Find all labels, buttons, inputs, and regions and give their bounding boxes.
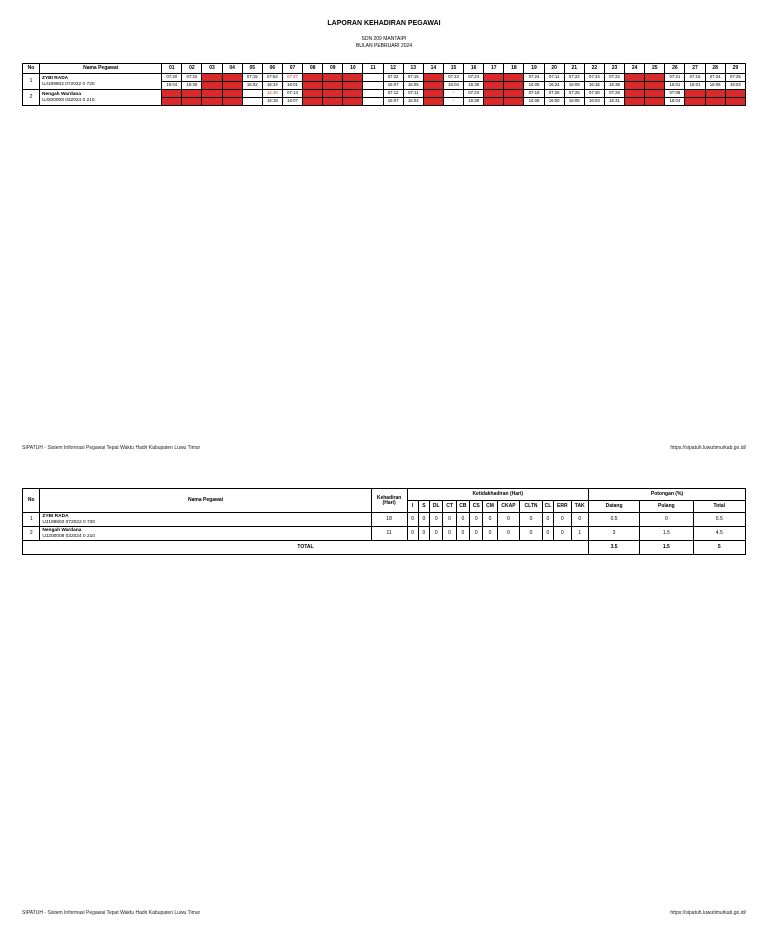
- day-header: 26: [665, 64, 685, 74]
- absence-value: 0: [470, 513, 483, 527]
- time-in-cell: [222, 74, 242, 82]
- col-name: Nama Pegawai: [40, 64, 162, 74]
- absence-value: 0: [520, 527, 543, 541]
- time-in-cell: 07:14: [282, 90, 302, 98]
- time-out-cell: [343, 82, 363, 90]
- row-no: 2: [23, 527, 40, 541]
- time-out-cell: 16:01: [282, 82, 302, 90]
- time-in-cell: [423, 74, 443, 82]
- day-header: 25: [645, 64, 665, 74]
- day-header: 18: [504, 64, 524, 74]
- time-out-cell: [484, 82, 504, 90]
- total-total: 5: [693, 541, 745, 555]
- absence-value: 0: [443, 527, 456, 541]
- absence-col-header: CS: [470, 501, 483, 513]
- day-header: 29: [725, 64, 745, 74]
- sum-col-no: No: [23, 489, 40, 513]
- potongan-total: 4.5: [693, 527, 745, 541]
- summary-table: [22, 488, 746, 555]
- employee-name: Nengah Wardana: [42, 91, 82, 97]
- time-out-cell: [222, 82, 242, 90]
- time-in-cell: 07:25: [725, 74, 745, 82]
- employee-name: ZYBI RADA: [42, 513, 69, 519]
- day-header: 08: [303, 64, 323, 74]
- absence-value: 0: [542, 527, 553, 541]
- time-in-cell: 07:24: [524, 74, 544, 82]
- time-in-cell: 07:23: [443, 74, 463, 82]
- sum-col-potongan: Potongan (%): [588, 489, 745, 501]
- absence-value: 0: [571, 513, 588, 527]
- time-out-cell: [484, 98, 504, 106]
- potongan-total: 0.5: [693, 513, 745, 527]
- kehadiran-value: 11: [371, 527, 407, 541]
- employee-cell: [40, 513, 371, 527]
- day-header: 05: [242, 64, 262, 74]
- time-in-cell: 07:24: [464, 74, 484, 82]
- time-in-cell: [323, 74, 343, 82]
- time-in-cell: 07:22: [383, 74, 403, 82]
- potongan-col-header: Datang: [588, 501, 639, 513]
- employee-nip: UJ200008 032024 0 210: [42, 533, 95, 539]
- absence-value: 0: [443, 513, 456, 527]
- day-header: 19: [524, 64, 544, 74]
- time-out-cell: [343, 98, 363, 106]
- employee-name: Nengah Wardana: [42, 527, 82, 533]
- time-in-cell: 07:22: [182, 74, 202, 82]
- day-header: 10: [343, 64, 363, 74]
- absence-col-header: CT: [443, 501, 456, 513]
- footer-left-2: SIPATUH - Sistem Informasi Pegawai Tepat Waktu Hadir Kabupaten Luwu Timur: [22, 910, 201, 916]
- absence-value: 0: [483, 513, 497, 527]
- time-in-cell: [222, 90, 242, 98]
- time-in-cell: [685, 90, 705, 98]
- employee-name: ZYBI RADA: [42, 75, 69, 81]
- attendance-row: [23, 90, 746, 98]
- school-name: SDN 209 MANTAIPI: [361, 36, 407, 42]
- time-in-cell: 07:54: [262, 74, 282, 82]
- time-out-cell: 16:34: [262, 82, 282, 90]
- time-in-cell: 07:26: [544, 90, 564, 98]
- time-out-cell: [222, 98, 242, 106]
- time-out-cell: [645, 82, 665, 90]
- day-header: 28: [705, 64, 725, 74]
- time-in-cell: [323, 90, 343, 98]
- time-out-cell: [202, 82, 222, 90]
- time-in-cell: 07:15: [403, 74, 423, 82]
- day-header: 27: [685, 64, 705, 74]
- time-in-cell: [484, 90, 504, 98]
- time-out-cell: 16:09: [524, 98, 544, 106]
- time-out-cell: 16:07: [383, 98, 403, 106]
- col-no: No: [23, 64, 40, 74]
- summary-row: [23, 513, 746, 527]
- employee-cell: [40, 74, 162, 90]
- time-out-cell: [162, 98, 182, 106]
- absence-value: 0: [430, 513, 443, 527]
- time-out-cell: 16:01: [685, 82, 705, 90]
- time-in-cell: 07:23: [464, 90, 484, 98]
- potongan-col-header: Total: [693, 501, 745, 513]
- kehadiran-value: 18: [371, 513, 407, 527]
- time-in-cell: 07:11: [403, 90, 423, 98]
- time-in-cell: [625, 90, 645, 98]
- absence-value: 0: [418, 527, 429, 541]
- time-in-cell: [484, 74, 504, 82]
- time-in-cell: [303, 74, 323, 82]
- day-header: 20: [544, 64, 564, 74]
- absence-value: 0: [407, 513, 418, 527]
- absence-col-header: CL: [542, 501, 553, 513]
- time-out-cell: 16:07: [282, 98, 302, 106]
- time-out-cell: 16:24: [544, 82, 564, 90]
- time-in-cell: 07:24: [584, 74, 604, 82]
- time-out-cell: 16:18: [262, 98, 282, 106]
- time-out-cell: 16:03: [725, 82, 745, 90]
- time-out-cell: 16:04: [162, 82, 182, 90]
- absence-value: 0: [418, 513, 429, 527]
- time-out-cell: [625, 82, 645, 90]
- absence-value: 0: [554, 513, 571, 527]
- day-header: 07: [282, 64, 302, 74]
- time-out-cell: [705, 98, 725, 106]
- row-no: 2: [23, 90, 40, 106]
- day-header: 21: [564, 64, 584, 74]
- time-in-cell: [242, 90, 262, 98]
- time-in-cell: [625, 74, 645, 82]
- time-out-cell: 16:39: [604, 82, 624, 90]
- sum-col-name: Nama Pegawai: [40, 489, 371, 513]
- time-out-cell: [685, 98, 705, 106]
- time-in-cell: 07:20: [162, 74, 182, 82]
- absence-value: 0: [554, 527, 571, 541]
- absence-value: 0: [542, 513, 553, 527]
- time-in-cell: [363, 90, 383, 98]
- time-out-cell: 16:38: [464, 98, 484, 106]
- day-header: 12: [383, 64, 403, 74]
- time-out-cell: 16:04: [443, 82, 463, 90]
- time-out-cell: [303, 82, 323, 90]
- time-in-cell: [645, 90, 665, 98]
- time-out-cell: 16:02: [242, 82, 262, 90]
- row-no: 1: [23, 74, 40, 90]
- time-out-cell: [323, 82, 343, 90]
- potongan-pulang: 1.5: [640, 527, 693, 541]
- time-out-cell: [363, 98, 383, 106]
- potongan-datang: 3: [588, 527, 639, 541]
- day-header: 16: [464, 64, 484, 74]
- absence-value: 0: [520, 513, 543, 527]
- time-in-cell: 07:18: [524, 90, 544, 98]
- time-in-cell: 07:08: [665, 90, 685, 98]
- time-in-cell: 07:22: [604, 74, 624, 82]
- time-in-cell: 07:37: [282, 74, 302, 82]
- time-out-cell: 16:30: [182, 82, 202, 90]
- time-out-cell: 16:09: [564, 82, 584, 90]
- time-in-cell: -: [443, 90, 463, 98]
- footer-left: SIPATUH - Sistem Informasi Pegawai Tepat Waktu Hadir Kabupaten Luwu Timur: [22, 445, 201, 451]
- time-out-cell: [504, 82, 524, 90]
- footer-right[interactable]: https://sipatuh.luwutimurkab.go.id/: [670, 445, 746, 451]
- report-title: LAPORAN KEHADIRAN PEGAWAI: [327, 20, 441, 27]
- time-out-cell: [645, 98, 665, 106]
- day-header: 13: [403, 64, 423, 74]
- time-out-cell: 16:04: [403, 98, 423, 106]
- absence-col-header: CKAP: [497, 501, 520, 513]
- absence-col-header: TAK: [571, 501, 588, 513]
- employee-nip: UJ200008 032024 0 210: [42, 97, 95, 103]
- time-out-cell: 16:05: [403, 82, 423, 90]
- absence-col-header: I: [407, 501, 418, 513]
- attendance-table: [22, 63, 746, 106]
- time-out-cell: [423, 82, 443, 90]
- time-in-cell: [504, 90, 524, 98]
- time-out-cell: [363, 82, 383, 90]
- time-out-cell: 16:03: [584, 98, 604, 106]
- day-header: 09: [323, 64, 343, 74]
- time-out-cell: [625, 98, 645, 106]
- absence-value: 1: [571, 527, 588, 541]
- absence-col-header: CM: [483, 501, 497, 513]
- time-in-cell: [182, 90, 202, 98]
- time-out-cell: [323, 98, 343, 106]
- day-header: 03: [202, 64, 222, 74]
- time-in-cell: 07:26: [604, 90, 624, 98]
- absence-value: 0: [497, 513, 520, 527]
- attendance-row: [23, 74, 746, 82]
- time-in-cell: 07:22: [564, 74, 584, 82]
- time-in-cell: 07:25: [564, 90, 584, 98]
- total-label: TOTAL: [23, 541, 589, 555]
- summary-row: [23, 527, 746, 541]
- time-in-cell: [725, 90, 745, 98]
- time-in-cell: [363, 74, 383, 82]
- day-header: 04: [222, 64, 242, 74]
- day-header: 17: [484, 64, 504, 74]
- absence-col-header: CLTN: [520, 501, 543, 513]
- absence-col-header: S: [418, 501, 429, 513]
- absence-col-header: CB: [456, 501, 469, 513]
- time-in-cell: 07:16: [685, 74, 705, 82]
- absence-value: 0: [456, 513, 469, 527]
- employee-cell: [40, 527, 371, 541]
- time-in-cell: 07:30: [584, 90, 604, 98]
- absence-col-header: DL: [430, 501, 443, 513]
- day-header: 11: [363, 64, 383, 74]
- time-in-cell: [504, 74, 524, 82]
- absence-col-header: ERR: [554, 501, 571, 513]
- time-out-cell: [182, 98, 202, 106]
- time-in-cell: 07:12: [383, 90, 403, 98]
- time-out-cell: [504, 98, 524, 106]
- time-in-cell: 07:11: [544, 74, 564, 82]
- day-header: 15: [443, 64, 463, 74]
- time-out-cell: 16:05: [524, 82, 544, 90]
- time-out-cell: 16:04: [665, 98, 685, 106]
- time-in-cell: [343, 74, 363, 82]
- time-in-cell: [162, 90, 182, 98]
- absence-value: 0: [407, 527, 418, 541]
- absence-value: 0: [497, 527, 520, 541]
- day-header: 14: [423, 64, 443, 74]
- day-header: 23: [604, 64, 624, 74]
- time-out-cell: 16:01: [665, 82, 685, 90]
- day-header: 01: [162, 64, 182, 74]
- potongan-datang: 0.5: [588, 513, 639, 527]
- day-header: 24: [625, 64, 645, 74]
- total-datang: 3.5: [588, 541, 639, 555]
- time-out-cell: 16:31: [604, 98, 624, 106]
- time-in-cell: 07:15: [242, 74, 262, 82]
- time-in-cell: 07:21: [665, 74, 685, 82]
- time-out-cell: -: [443, 98, 463, 106]
- time-in-cell: [303, 90, 323, 98]
- time-out-cell: [242, 98, 262, 106]
- time-in-cell: [202, 90, 222, 98]
- total-pulang: 1.5: [640, 541, 693, 555]
- day-header: 06: [262, 64, 282, 74]
- time-out-cell: 16:07: [383, 82, 403, 90]
- time-in-cell: 07:24: [705, 74, 725, 82]
- time-out-cell: 16:05: [564, 98, 584, 106]
- footer-right-2[interactable]: https://sipatuh.luwutimurkab.go.id/: [670, 910, 746, 916]
- potongan-pulang: 0: [640, 513, 693, 527]
- day-header: 02: [182, 64, 202, 74]
- time-out-cell: [202, 98, 222, 106]
- absence-value: 0: [456, 527, 469, 541]
- time-in-cell: [343, 90, 363, 98]
- time-out-cell: 16:06: [705, 82, 725, 90]
- time-out-cell: [423, 98, 443, 106]
- time-in-cell: 12:46: [262, 90, 282, 98]
- employee-nip: UJ199802 072022 0 720: [42, 519, 95, 525]
- potongan-col-header: Pulang: [640, 501, 693, 513]
- time-out-cell: [303, 98, 323, 106]
- time-out-cell: 16:39: [464, 82, 484, 90]
- absence-value: 0: [483, 527, 497, 541]
- time-out-cell: 16:15: [584, 82, 604, 90]
- sum-col-ketidakhadiran: Ketidakhadiran (Hari): [407, 489, 588, 501]
- time-out-cell: 16:00: [544, 98, 564, 106]
- time-in-cell: [645, 74, 665, 82]
- employee-nip: UJ199802 072022 0 720: [42, 81, 95, 87]
- employee-cell: [40, 90, 162, 106]
- time-in-cell: [423, 90, 443, 98]
- day-header: 22: [584, 64, 604, 74]
- time-in-cell: [202, 74, 222, 82]
- time-out-cell: [725, 98, 745, 106]
- absence-value: 0: [430, 527, 443, 541]
- sum-col-kehadiran: Kehadiran (Hari): [371, 489, 407, 513]
- row-no: 1: [23, 513, 40, 527]
- absence-value: 0: [470, 527, 483, 541]
- report-period: BULAN PEBRUARI 2024: [355, 43, 413, 49]
- time-in-cell: [705, 90, 725, 98]
